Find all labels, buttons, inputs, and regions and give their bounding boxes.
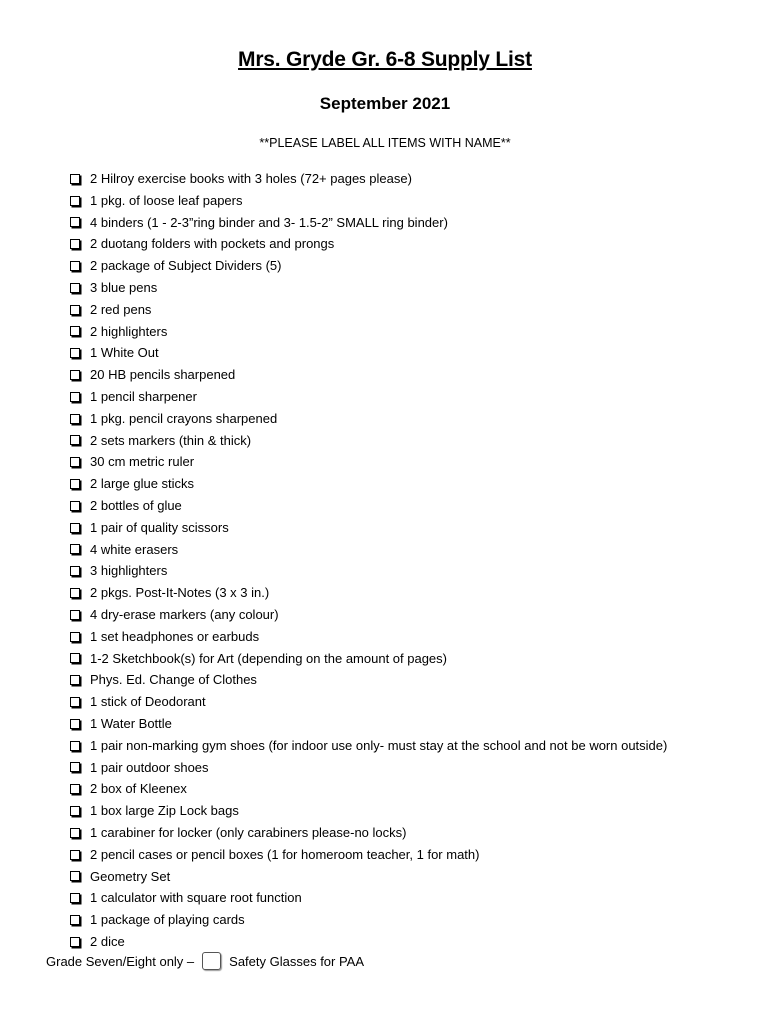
list-item-label: 1 box large Zip Lock bags bbox=[90, 803, 239, 819]
list-item bbox=[68, 560, 667, 582]
checkbox-icon[interactable] bbox=[70, 697, 80, 707]
list-item-label: 1 pair non-marking gym shoes (for indoor use only- must stay at the school and not be worn outside) bbox=[90, 737, 668, 753]
checkbox-icon[interactable] bbox=[70, 479, 80, 489]
checkbox-icon[interactable] bbox=[70, 806, 80, 816]
list-item-label: 2 duotang folders with pockets and prongs bbox=[90, 236, 335, 252]
list-item bbox=[68, 691, 667, 713]
list-item-label: 1 Water Bottle bbox=[90, 715, 172, 731]
checkbox-icon[interactable] bbox=[70, 741, 80, 751]
list-item bbox=[68, 626, 667, 648]
checkbox-icon[interactable] bbox=[70, 392, 80, 402]
list-item-label: 1 pair outdoor shoes bbox=[90, 759, 209, 775]
list-item bbox=[68, 342, 667, 364]
grade-seven-eight-note bbox=[46, 952, 364, 970]
page-title: Mrs. Gryde Gr. 6-8 Supply List bbox=[238, 48, 532, 71]
list-item bbox=[68, 255, 667, 277]
list-item bbox=[68, 800, 667, 822]
checkbox-icon[interactable] bbox=[70, 239, 80, 249]
list-item bbox=[68, 277, 667, 299]
list-item bbox=[68, 451, 667, 473]
list-item-label: 2 red pens bbox=[90, 301, 152, 317]
list-item-label: 1 pair of quality scissors bbox=[90, 519, 229, 535]
grade-label: Grade Seven/Eight only – bbox=[46, 953, 195, 969]
checkbox-icon[interactable] bbox=[70, 828, 80, 838]
list-item-label: 2 large glue sticks bbox=[90, 476, 195, 492]
list-item-label: 3 blue pens bbox=[90, 279, 158, 295]
list-item-label: 3 highlighters bbox=[90, 563, 168, 579]
checkbox-icon[interactable] bbox=[70, 261, 80, 271]
list-item-label: 1 pkg. of loose leaf papers bbox=[90, 192, 243, 208]
list-item-label: 1 package of playing cards bbox=[90, 912, 245, 928]
checkbox-icon[interactable] bbox=[70, 566, 80, 576]
list-item bbox=[68, 778, 667, 800]
checkbox-icon[interactable] bbox=[70, 893, 80, 903]
list-item bbox=[68, 604, 667, 626]
page-date: September 2021 bbox=[319, 94, 451, 113]
list-item bbox=[68, 582, 667, 604]
safety-glasses-label: Safety Glasses for PAA bbox=[229, 953, 365, 969]
checkbox-icon[interactable] bbox=[70, 217, 80, 227]
checkbox-icon[interactable] bbox=[70, 762, 80, 772]
list-item bbox=[68, 430, 667, 452]
supply-list bbox=[68, 168, 667, 953]
checkbox-icon[interactable] bbox=[70, 305, 80, 315]
checkbox-icon[interactable] bbox=[70, 632, 80, 642]
list-item bbox=[68, 495, 667, 517]
checkbox-icon[interactable] bbox=[70, 348, 80, 358]
list-item-label: 2 pkgs. Post-It-Notes (3 x 3 in.) bbox=[90, 585, 270, 601]
list-item bbox=[68, 408, 667, 430]
list-item bbox=[68, 822, 667, 844]
list-item-label: 1 calculator with square root function bbox=[90, 890, 302, 906]
list-item bbox=[68, 386, 667, 408]
list-item bbox=[68, 212, 667, 234]
list-item-label: 4 dry-erase markers (any colour) bbox=[90, 606, 279, 622]
list-item-label: Phys. Ed. Change of Clothes bbox=[90, 672, 257, 688]
list-item-label: 30 cm metric ruler bbox=[90, 454, 195, 470]
checkbox-icon[interactable] bbox=[70, 414, 80, 424]
checkbox-icon[interactable] bbox=[70, 719, 80, 729]
checkbox-icon[interactable] bbox=[70, 610, 80, 620]
list-item-label: 2 bottles of glue bbox=[90, 497, 182, 513]
list-item bbox=[68, 473, 667, 495]
list-item bbox=[68, 909, 667, 931]
list-item-label: 1-2 Sketchbook(s) for Art (depending on the amount of pages) bbox=[90, 650, 447, 666]
checkbox-icon[interactable] bbox=[70, 174, 80, 184]
list-item bbox=[68, 669, 667, 691]
list-item-label: 1 White Out bbox=[90, 345, 159, 361]
list-item-label: 20 HB pencils sharpened bbox=[90, 367, 236, 383]
checkbox-icon[interactable] bbox=[70, 675, 80, 685]
list-item-label: Geometry Set bbox=[90, 868, 171, 884]
list-item-label: 2 Hilroy exercise books with 3 holes (72+ pages please) bbox=[90, 171, 412, 186]
list-item bbox=[68, 190, 667, 212]
list-item-label: 1 pkg. pencil crayons sharpened bbox=[90, 410, 278, 426]
list-item bbox=[68, 299, 667, 321]
list-item-label: 2 box of Kleenex bbox=[90, 781, 187, 797]
list-item-label: 4 white erasers bbox=[90, 541, 179, 557]
checkbox-icon[interactable] bbox=[70, 457, 80, 467]
list-item bbox=[68, 844, 667, 866]
list-item bbox=[68, 735, 667, 757]
checkbox-icon[interactable] bbox=[70, 871, 80, 881]
checkbox-icon[interactable] bbox=[70, 850, 80, 860]
label-notice: **PLEASE LABEL ALL ITEMS WITH NAME** bbox=[259, 136, 511, 150]
list-item-label: 1 pencil sharpener bbox=[90, 388, 197, 404]
checkbox-icon[interactable] bbox=[70, 653, 80, 663]
list-item-label: 1 carabiner for locker (only carabiners please-no locks) bbox=[90, 824, 407, 840]
list-item-label: 4 binders (1 - 2-3”ring binder and 3- 1.5-2” SMALL ring binder) bbox=[90, 214, 448, 230]
list-item bbox=[68, 713, 667, 735]
list-item bbox=[68, 168, 667, 190]
checkbox-icon[interactable] bbox=[70, 326, 80, 336]
list-item bbox=[68, 539, 667, 561]
list-item-label: 2 sets markers (thin & thick) bbox=[90, 432, 252, 448]
list-item-label: 2 pencil cases or pencil boxes (1 for homeroom teacher, 1 for math) bbox=[90, 846, 480, 862]
list-item bbox=[68, 233, 667, 255]
list-item bbox=[68, 931, 667, 953]
list-item-label: 2 highlighters bbox=[90, 323, 168, 339]
list-item bbox=[68, 866, 667, 888]
checkbox-icon[interactable] bbox=[70, 784, 80, 794]
checkbox-icon[interactable] bbox=[70, 588, 80, 598]
checkbox-icon[interactable] bbox=[70, 283, 80, 293]
checkbox-icon[interactable] bbox=[70, 544, 80, 554]
list-item bbox=[68, 757, 667, 779]
checkbox-icon[interactable] bbox=[70, 523, 80, 533]
list-item-label: 1 set headphones or earbuds bbox=[90, 628, 260, 644]
list-item bbox=[68, 364, 667, 386]
list-item bbox=[68, 321, 667, 343]
checkbox-icon[interactable] bbox=[70, 196, 80, 206]
checkbox-icon[interactable] bbox=[70, 501, 80, 511]
list-item bbox=[68, 887, 667, 909]
checkbox-icon[interactable] bbox=[70, 937, 80, 947]
checkbox-icon[interactable] bbox=[70, 370, 80, 380]
checkbox-icon[interactable] bbox=[70, 915, 80, 925]
checkbox-icon[interactable] bbox=[70, 435, 80, 445]
list-item-label: 1 stick of Deodorant bbox=[90, 694, 206, 710]
list-item bbox=[68, 648, 667, 670]
list-item bbox=[68, 517, 667, 539]
safety-glasses-checkbox[interactable] bbox=[202, 952, 221, 970]
list-item-label: 2 dice bbox=[90, 933, 125, 949]
list-item-label: 2 package of Subject Dividers (5) bbox=[90, 258, 282, 274]
